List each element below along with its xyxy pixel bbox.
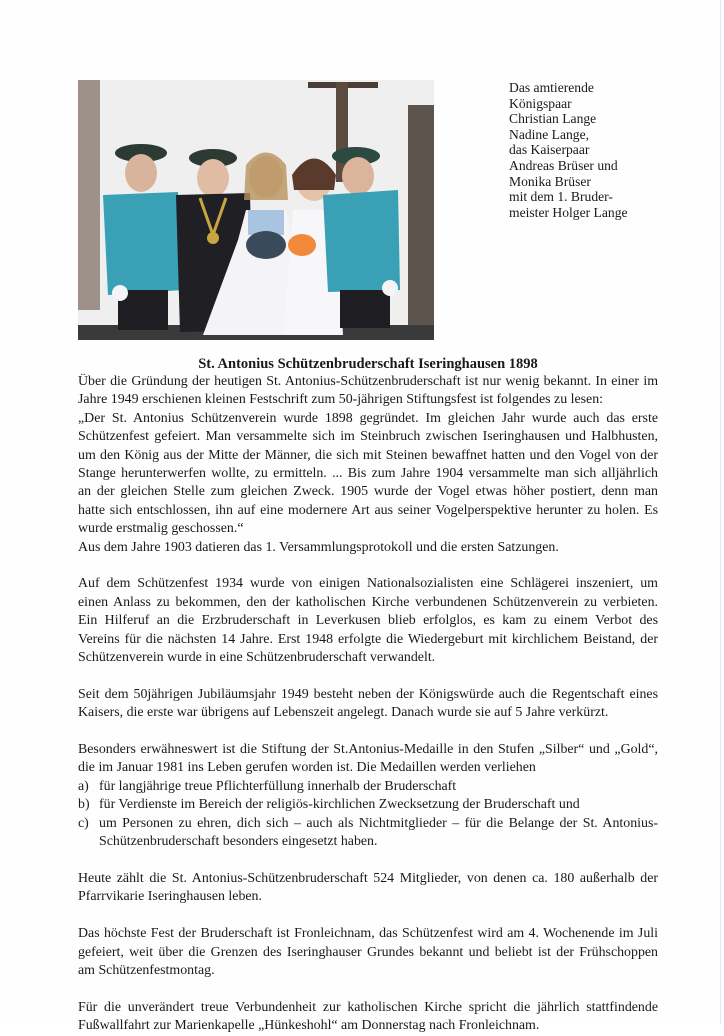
list-text bbox=[99, 796, 658, 814]
list-marker: c) bbox=[78, 815, 89, 831]
paragraph-gap bbox=[78, 907, 658, 925]
paragraph bbox=[78, 925, 658, 980]
document-title: St. Antonius Schützenbruderschaft Iseringhausen 1898 bbox=[198, 356, 538, 372]
text-line: wurde erstmalig geschossen.“ bbox=[78, 521, 244, 537]
group-photo-illustration bbox=[78, 80, 434, 340]
text-line: hatte sich entschlossen, ihn auf eine modernere Art aus seiner Vogelperspektive herunter zu holen. Es bbox=[78, 502, 658, 518]
scan-edge bbox=[720, 0, 721, 1024]
list-text bbox=[99, 778, 658, 796]
text-line: am Schützenfestmontag. bbox=[78, 962, 215, 978]
caption-line: Das amtierende bbox=[509, 80, 594, 95]
caption-line: Königspaar bbox=[509, 95, 572, 111]
text-line: Schützenfest gefeiert. Man versammelte sich im Steinbruch zwischen Iseringhausen und Halbhusten, bbox=[78, 429, 658, 445]
text-line: Pfarrvikarie Iseringhausen leben. bbox=[78, 889, 262, 905]
text-line: Heute zählt die St. Antonius-Schützenbruderschaft 524 Mitglieder, von denen ca. 180 außerhalb der bbox=[78, 870, 658, 886]
paragraph bbox=[78, 373, 658, 557]
caption-line: meister Holger Lange bbox=[509, 204, 628, 220]
paragraph bbox=[78, 686, 658, 723]
list-item bbox=[78, 778, 658, 796]
text-line: an der gleichen Stelle zum gleichen Zweck. 1905 wurde der Vogel etwas höher postiert, denn man bbox=[78, 484, 658, 500]
photo-left-frame bbox=[78, 80, 100, 310]
text-line: Jahre 1949 erschienen kleinen Festschrift zum 50-jährigen Stiftungsfest ist folgendes zu lesen: bbox=[78, 392, 604, 408]
text-line: Das höchste Fest der Bruderschaft ist Fronleichnam, das Schützenfest wird am 4. Wochenende im Juli bbox=[78, 926, 658, 942]
paragraph-gap bbox=[78, 557, 658, 575]
caption-line: das Kaiserpaar bbox=[509, 142, 590, 158]
paragraph bbox=[78, 575, 658, 667]
text-line: Schützenbruderschaft besonders eingesetzt haben. bbox=[99, 834, 378, 850]
text-line: Über die Gründung der heutigen St. Antonius-Schützenbruderschaft ist nur wenig bekannt. In einer im bbox=[78, 374, 658, 389]
photo-door bbox=[408, 105, 434, 325]
text-line: Auf dem Schützenfest 1934 wurde von einigen Nationalsozialisten eine Schlägerei inszeniert, um bbox=[78, 576, 658, 592]
text-line: Besonders erwähneswert ist die Stiftung der St.Antonius-Medaille in den Stufen „Silber“ und „Gold“, bbox=[78, 742, 658, 758]
caption-line: Monika Brüser bbox=[509, 173, 591, 189]
text-line: um Personen zu ehren, dich sich – auch als Nichtmitglieder – für die Belange der St. Antonius- bbox=[99, 815, 658, 831]
document-body bbox=[78, 373, 658, 1036]
text-line: für Verdienste im Bereich der religiös-kirchlichen Zwecksetzung der Bruderschaft und bbox=[99, 797, 580, 813]
text-line: Aus dem Jahre 1903 datieren das 1. Versammlungsprotokoll und die ersten Satzungen. bbox=[78, 539, 559, 555]
text-line: Seit dem 50jährigen Jubiläumsjahr 1949 besteht neben der Königswürde auch die Regentschaft eines bbox=[78, 686, 658, 702]
text-line: Vereins für die nächsten 14 Jahre. Erst 1948 erfolgte die Wiedergeburt mit kirchlichem Beistand, der bbox=[78, 631, 658, 647]
text-line: die im Januar 1981 ins Leben gerufen worden ist. Die Medaillen werden verliehen bbox=[78, 760, 536, 776]
paragraph-gap bbox=[78, 723, 658, 741]
paragraph-gap bbox=[78, 852, 658, 870]
text-line: Schützenverein wurde in eine Schützenbruderschaft verwandelt. bbox=[78, 650, 436, 666]
photo-caption bbox=[509, 80, 679, 220]
text-line: einen Anlass zu bekommen, den der katholischen Kirche verbundenen Schützenverein zu verbieten. bbox=[78, 594, 658, 610]
list-marker: a) bbox=[78, 778, 89, 794]
paragraph-gap bbox=[78, 980, 658, 998]
caption-line: Nadine Lange, bbox=[509, 126, 590, 142]
text-line: Fußwallfahrt zur Marienkapelle „Hünkeshohl“ am Donnerstag nach Fronleichnam. bbox=[78, 1018, 540, 1034]
list-marker: b) bbox=[78, 797, 90, 813]
text-line: gefeiert, weit über die Grenzen des Iseringhauser Grundes bekannt und beliebt ist der Frühschoppen bbox=[78, 944, 658, 960]
paragraph-gap bbox=[78, 667, 658, 685]
caption-line: Christian Lange bbox=[509, 111, 597, 127]
list-item bbox=[78, 796, 658, 814]
list-item bbox=[78, 815, 658, 852]
text-line: Stange herunterwerfen wollte, zu ermitteln. ... Bis zum Jahre 1904 versammelte man sich alljährlich bbox=[78, 466, 658, 482]
paragraph bbox=[78, 870, 658, 907]
text-line: Ein Hilferuf an die Erzbruderschaft in Leverkusen blieb erfolglos, es kam zu einem Verbot des bbox=[78, 613, 658, 629]
group-photo bbox=[78, 80, 434, 340]
text-line: um den König aus der Mitte der Männer, die sich mit Steinen bewaffnet hatten und den Vogel von der bbox=[78, 447, 658, 463]
paragraph bbox=[78, 999, 658, 1036]
text-line: Kaisers, die erste war übrigens auf Lebenszeit angelegt. Danach wurde sie auf 5 Jahre verkürzt. bbox=[78, 705, 609, 721]
caption-line: mit dem 1. Bruder- bbox=[509, 189, 613, 205]
text-line: Für die unverändert treue Verbundenheit zur katholischen Kirche spricht die jährlich stattfindende bbox=[78, 999, 658, 1015]
paragraph bbox=[78, 741, 658, 778]
text-line: für langjährige treue Pflichterfüllung innerhalb der Bruderschaft bbox=[99, 778, 457, 794]
caption-line: Andreas Brüser und bbox=[509, 157, 618, 173]
text-line: „Der St. Antonius Schützenverein wurde 1898 gegründet. Im gleichen Jahr wurde auch das erste bbox=[78, 410, 658, 426]
list-text bbox=[99, 815, 658, 852]
